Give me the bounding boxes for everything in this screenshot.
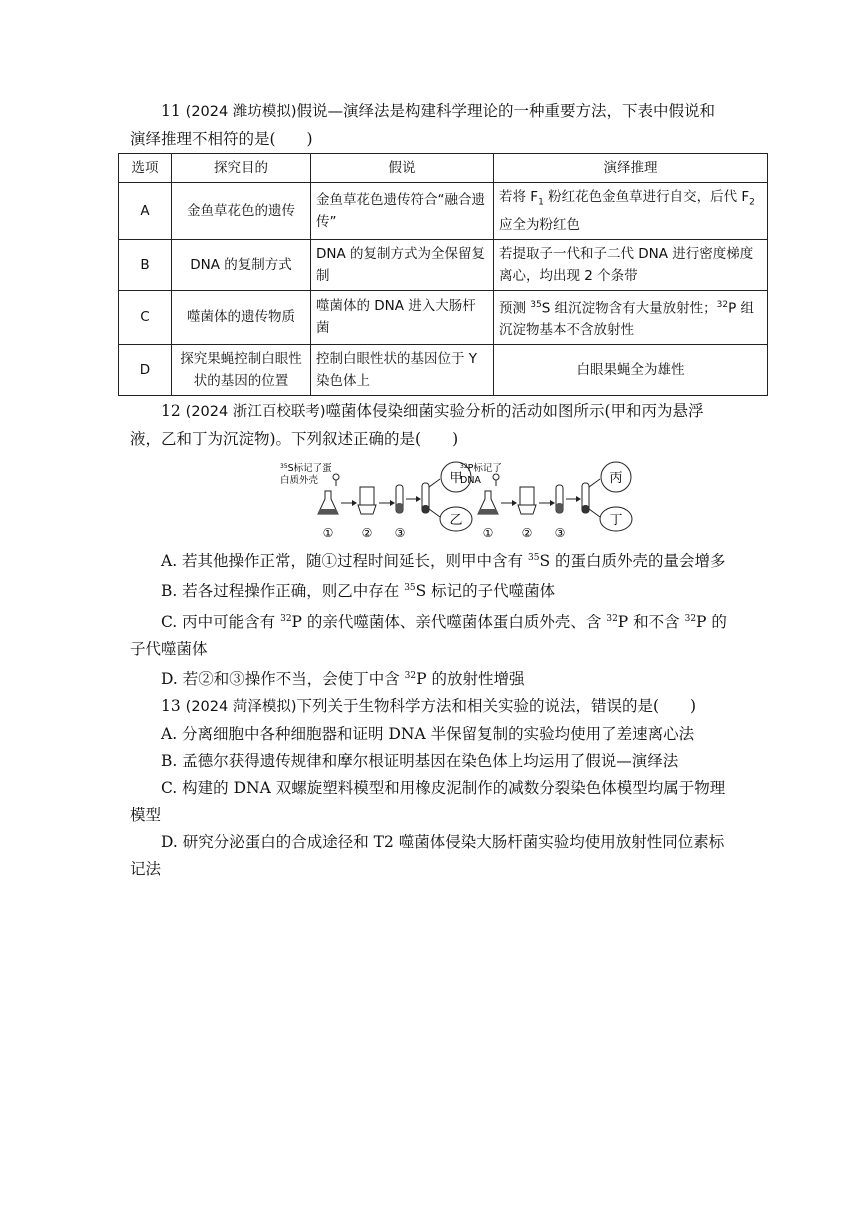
row-option: C (119, 290, 172, 345)
header-deduction: 演绎推理 (494, 154, 768, 183)
header-goal: 探究目的 (172, 154, 311, 183)
question-12-stem: 12 (2024 浙江百校联考)噬菌体侵染细菌实验分析的活动如图所示(甲和丙为悬浮液，乙和丁为沉淀物)。下列叙述正确的是( ) (130, 402, 704, 449)
step-3: ③ (394, 526, 406, 541)
left-experiment-group (280, 462, 472, 540)
row-hypothesis: 噬菌体的 DNA 进入大肠杆菌 (311, 290, 494, 345)
blender-icon (520, 487, 534, 505)
table-row (119, 239, 768, 290)
question-12-option-a: A. 若其他操作正常，随①过程时间延长，则甲中含有 $^{35}$S 的蛋白质外壳的量会增多 (161, 552, 726, 571)
question-12-option-c: C. 丙中可能含有 $^{32}$P 的亲代噬菌体、亲代噬菌体蛋白质外壳、含 $^{32}$P 和不含 $^{32}$P 的子代噬菌体 (130, 612, 727, 658)
table-row (119, 290, 768, 345)
phage-experiment-diagram (130, 459, 730, 541)
row-deduction: 若将 $F_1$ 粉红花色金鱼草进行自交，后代 $F_2$ 应全为粉红色 (494, 183, 768, 240)
row-deduction: 若提取子一代和子二代 DNA 进行密度梯度离心，均出现 2 个条带 (494, 239, 768, 290)
row-hypothesis: DNA 的复制方式为全保留复制 (311, 239, 494, 290)
question-13-option-d: D. 研究分泌蛋白的合成途径和 T2 噬菌体侵染大肠杆菌实验均使用放射性同位素标记法 (130, 832, 725, 878)
question-13-option-c: C. 构建的 DNA 双螺旋塑料模型和用橡皮泥制作的减数分裂染色体模型均属于物理模型 (130, 778, 726, 824)
right-label-line2: DNA (460, 475, 481, 487)
right-experiment-group (460, 462, 632, 540)
table-header-row (119, 154, 768, 183)
row-goal: 探究果蝇控制白眼性状的基因的位置 (172, 345, 311, 396)
row-hypothesis: 金鱼草花色遗传符合“融合遗传” (311, 183, 494, 240)
question-11-source: (2024 潍坊模拟) (185, 104, 297, 120)
question-13-option-b: B. 孟德尔获得遗传规律和摩尔根证明基因在染色体上均运用了假说—演绎法 (161, 751, 679, 770)
question-13-source: (2024 菏泽模拟) (185, 698, 297, 715)
step-2: ② (361, 526, 373, 541)
question-12-source: (2024 浙江百校联考) (185, 404, 326, 421)
row-option: D (119, 345, 172, 396)
left-label-line1: $^{35}$S标记了蛋 (280, 463, 332, 475)
row-option: A (119, 183, 172, 240)
row-goal: 金鱼草花色的遗传 (172, 183, 311, 240)
phage-icon (493, 474, 499, 480)
label-jia: 甲 (449, 471, 463, 487)
blender-icon (360, 487, 374, 505)
question-13-stem: 13 (2024 菏泽模拟)下列关于生物科学方法和相关实验的说法，错误的是( ) (161, 696, 697, 715)
row-deduction: 预测 $^{35}$S 组沉淀物含有大量放射性；$^{32}$P 组沉淀物基本不含放射性 (494, 290, 768, 345)
question-12-option-b: B. 若各过程操作正确，则乙中存在 $^{35}$S 标记的子代噬菌体 (161, 582, 556, 601)
document-page (130, 98, 755, 883)
row-goal: 噬菌体的遗传物质 (172, 290, 311, 345)
table-row (119, 183, 768, 240)
header-option: 选项 (119, 154, 172, 183)
question-11-stem: 11 (2024 潍坊模拟)假说—演绎法是构建科学理论的一种重要方法，下表中假说和演绎推理不相符的是( ) (130, 102, 716, 148)
row-deduction: 白眼果蝇全为雄性 (494, 345, 768, 396)
question-12-option-d: D. 若②和③操作不当，会使丁中含 $^{32}$P 的放射性增强 (161, 669, 525, 688)
question-11-table (118, 153, 768, 396)
step-1: ① (322, 526, 334, 541)
label-ding: 丁 (609, 513, 623, 529)
row-goal: DNA 的复制方式 (172, 239, 311, 290)
label-bing: 丙 (609, 471, 623, 487)
phage-icon (333, 474, 339, 480)
row-option: B (119, 239, 172, 290)
step-2: ② (521, 526, 533, 541)
right-label-line1: $^{32}$P标记了 (460, 463, 502, 475)
step-3: ③ (554, 526, 566, 541)
left-label-line2: 白质外壳 (280, 475, 319, 487)
step-1: ① (482, 526, 494, 541)
question-13-option-a: A. 分离细胞中各种细胞器和证明 DNA 半保留复制的实验均使用了差速离心法 (161, 724, 695, 743)
label-yi: 乙 (449, 513, 463, 529)
row-hypothesis: 控制白眼性状的基因位于 Y 染色体上 (311, 345, 494, 396)
table-row (119, 345, 768, 396)
phage-experiment-figure (130, 459, 730, 541)
header-hypothesis: 假说 (311, 154, 494, 183)
